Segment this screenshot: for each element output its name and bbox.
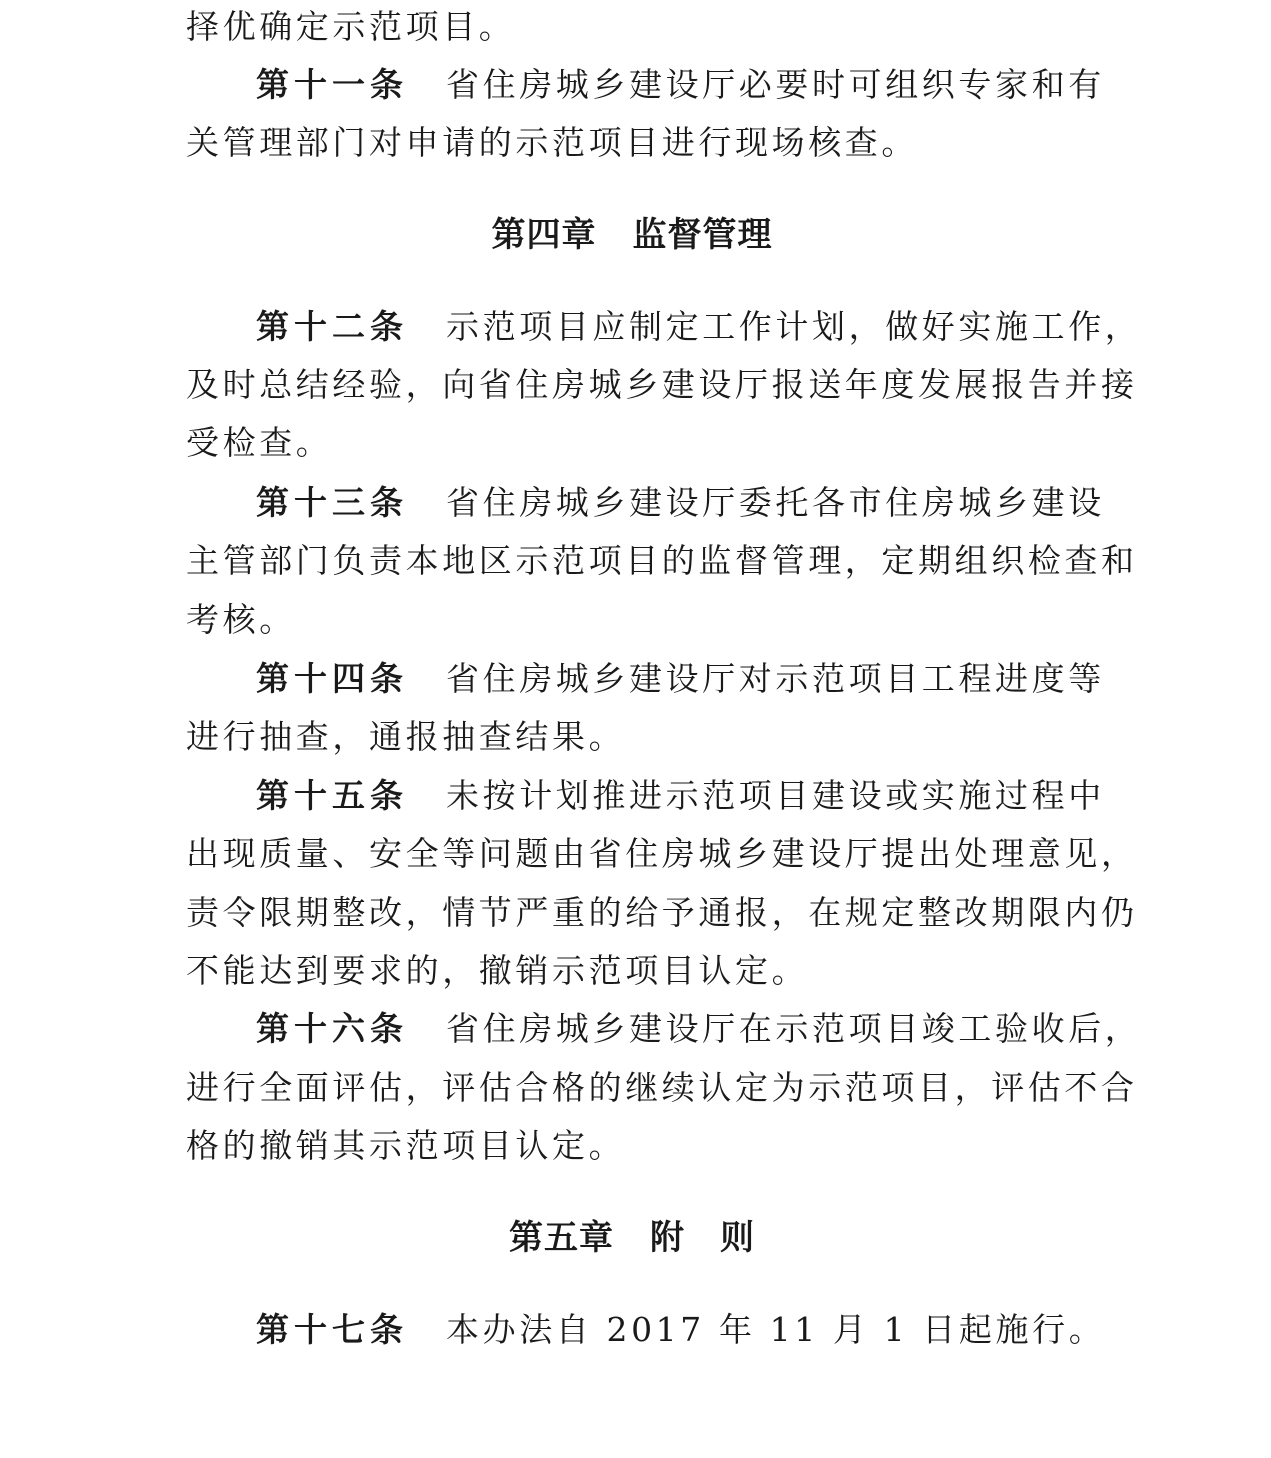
article-15-line-1 — [186, 774, 1105, 818]
article-16-line-2: 进行全面评估，评估合格的继续认定为示范项目，评估不合 — [186, 1068, 1138, 1107]
chapter-5-title: 附 则 — [650, 1218, 755, 1258]
article-14-line-1 — [186, 657, 1105, 701]
chapter-5-number: 第五章 — [509, 1218, 614, 1258]
chapter-4-heading — [186, 213, 1078, 257]
article-10-line-1: 择优确定示范项目。 — [186, 7, 516, 46]
article-13-text-1: 省住房城乡建设厅委托各市住房城乡建设 — [446, 483, 1105, 522]
article-12-line-1 — [186, 305, 1142, 349]
article-13-label: 第十三条 — [256, 483, 408, 522]
article-12-line-2: 及时总结经验，向省住房城乡建设厅报送年度发展报告并接 — [186, 365, 1138, 404]
article-16-line-3: 格的撤销其示范项目认定。 — [186, 1126, 626, 1165]
chapter-4-number: 第四章 — [491, 215, 597, 255]
article-17-label: 第十七条 — [256, 1310, 408, 1349]
article-15-line-4: 不能达到要求的，撤销示范项目认定。 — [186, 951, 809, 990]
article-11-text-1: 省住房城乡建设厅必要时可组织专家和有 — [446, 65, 1105, 104]
article-14-label: 第十四条 — [256, 659, 408, 698]
article-11-line-1 — [186, 63, 1105, 107]
article-16-label: 第十六条 — [256, 1009, 408, 1048]
article-16-line-1 — [186, 1007, 1142, 1051]
article-17-text-1: 本办法自 2017 年 11 月 1 日起施行。 — [446, 1310, 1106, 1349]
article-14-text-1: 省住房城乡建设厅对示范项目工程进度等 — [446, 659, 1105, 698]
article-13-line-3: 考核。 — [186, 600, 296, 639]
article-13-line-1 — [186, 481, 1105, 525]
article-17-line-1 — [186, 1308, 1106, 1352]
article-15-label: 第十五条 — [256, 776, 408, 815]
article-15-line-2: 出现质量、安全等问题由省住房城乡建设厅提出处理意见， — [186, 834, 1138, 873]
article-13-line-2: 主管部门负责本地区示范项目的监督管理，定期组织检查和 — [186, 541, 1138, 580]
article-12-line-3: 受检查。 — [186, 423, 333, 462]
article-11-line-2: 关管理部门对申请的示范项目进行现场核查。 — [186, 123, 918, 162]
chapter-5-heading — [186, 1216, 1078, 1260]
article-11-label: 第十一条 — [256, 65, 408, 104]
article-14-line-2: 进行抽查，通报抽查结果。 — [186, 717, 626, 756]
article-12-label: 第十二条 — [256, 307, 408, 346]
article-15-line-3: 责令限期整改，情节严重的给予通报，在规定整改期限内仍 — [186, 893, 1138, 932]
chapter-4-title: 监督管理 — [632, 215, 773, 255]
article-12-text-1: 示范项目应制定工作计划，做好实施工作， — [446, 307, 1142, 346]
article-15-text-1: 未按计划推进示范项目建设或实施过程中 — [446, 776, 1105, 815]
article-16-text-1: 省住房城乡建设厅在示范项目竣工验收后， — [446, 1009, 1142, 1048]
